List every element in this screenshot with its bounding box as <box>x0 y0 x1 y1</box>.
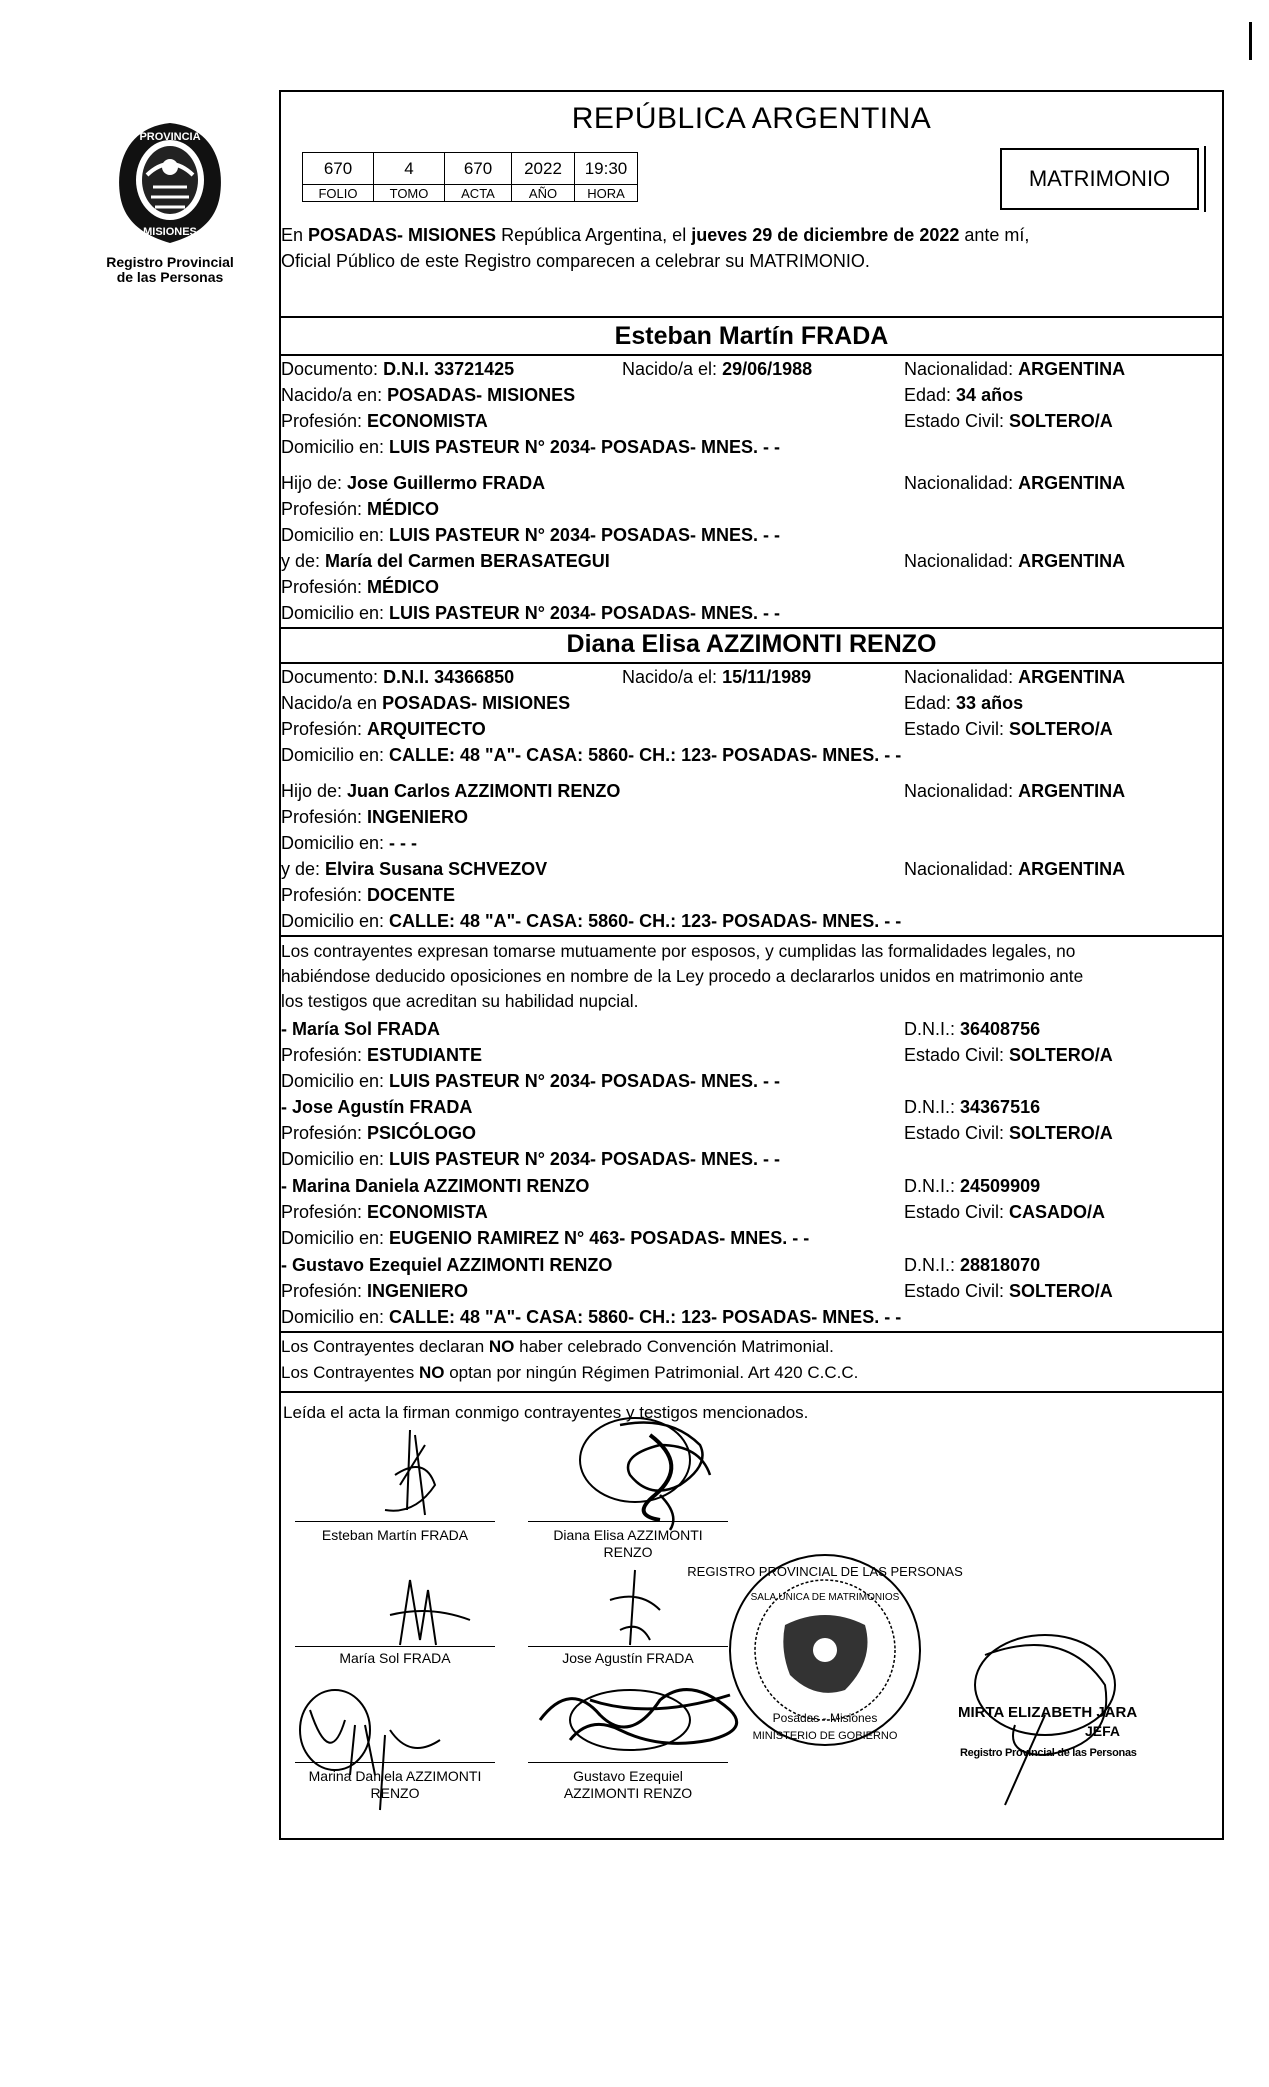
spouse2-domicilio: Domicilio en: CALLE: 48 "A"- CASA: 5860- CH.: 123- POSADAS- MNES. - - <box>281 745 902 765</box>
stamp-bottom-text: MINISTERIO DE GOBIERNO <box>752 1730 898 1742</box>
divider <box>279 1331 1224 1333</box>
witness1-domicilio: Domicilio en: LUIS PASTEUR N° 2034- POSADAS- MNES. - - <box>281 1071 780 1091</box>
intro-line-2: Oficial Público de este Registro comparecen a celebrar su MATRIMONIO. <box>281 251 870 271</box>
ano-label: AÑO <box>512 185 575 202</box>
spouse1-father-profesion: Profesión: MÉDICO <box>281 499 440 519</box>
divider <box>279 627 1224 629</box>
closing-text: Leída el acta la firman conmigo contrayentes y testigos mencionados. <box>283 1403 809 1422</box>
divider <box>279 1391 1224 1393</box>
acta-label: ACTA <box>445 185 512 202</box>
stamp-inner-text: SALA UNICA DE MATRIMONIOS <box>750 1592 900 1603</box>
declaration-line-1: Los contrayentes expresan tomarse mutuamente por esposos, y cumplidas las formalidades legales, no <box>281 941 1076 961</box>
witness4-name: - Gustavo Ezequiel AZZIMONTI RENZO <box>281 1255 613 1275</box>
witness3-domicilio: Domicilio en: EUGENIO RAMIREZ N° 463- POSADAS- MNES. - - <box>281 1228 810 1248</box>
spouse1-nacido-el: Nacido/a el: 29/06/1988 <box>622 359 813 379</box>
signature-official <box>945 1625 1145 1815</box>
spouse2-name: Diana Elisa AZZIMONTI RENZO <box>566 630 937 658</box>
spouse2-documento: Documento: D.N.I. 34366850 <box>281 667 515 687</box>
spouse1-mother-domicilio: Domicilio en: LUIS PASTEUR N° 2034- POSADAS- MNES. - - <box>281 603 780 623</box>
spouse1-documento: Documento: D.N.I. 33721425 <box>281 359 515 379</box>
regime-line-2: Los Contrayentes NO optan por ningún Régimen Patrimonial. Art 420 C.C.C. <box>281 1363 859 1382</box>
margin-mark <box>1249 22 1252 60</box>
witness2-domicilio: Domicilio en: LUIS PASTEUR N° 2034- POSADAS- MNES. - - <box>281 1149 780 1169</box>
witness4-dni: D.N.I.: 28818070 <box>904 1255 1041 1275</box>
divider <box>279 354 1224 356</box>
spouse2-father-domicilio: Domicilio en: - - - <box>281 833 418 853</box>
spouse2-edad: Edad: 33 años <box>904 693 1024 713</box>
document-type: MATRIMONIO <box>1028 166 1171 191</box>
witness3-dni: D.N.I.: 24509909 <box>904 1176 1041 1196</box>
registry-name: Registro Provincial de las Personas <box>106 254 234 285</box>
signature-name-witness1: María Sol FRADA <box>339 1650 451 1666</box>
witness2-name: - Jose Agustín FRADA <box>281 1097 473 1117</box>
tomo-label: TOMO <box>374 185 445 202</box>
signature-name-witness4: Gustavo Ezequiel AZZIMONTI RENZO <box>563 1768 693 1801</box>
official-name: MIRTA ELIZABETH JARA <box>958 1704 1138 1721</box>
provincial-seal-icon <box>95 115 245 250</box>
spouse2-profesion: Profesión: ARQUITECTO <box>281 719 486 739</box>
spouse1-name: Esteban Martín FRADA <box>614 322 889 350</box>
divider <box>279 662 1224 664</box>
spouse2-nacido-el: Nacido/a el: 15/11/1989 <box>622 667 812 687</box>
witness1-dni: D.N.I.: 36408756 <box>904 1019 1041 1039</box>
spouse2-nacido-en: Nacido/a en POSADAS- MISIONES <box>281 693 571 713</box>
svg-text:PROVINCIA: PROVINCIA <box>139 131 201 143</box>
witness1-estado-civil: Estado Civil: SOLTERO/A <box>904 1045 1113 1065</box>
spouse2-father-nacionalidad: Nacionalidad: ARGENTINA <box>904 781 1126 801</box>
spouse1-edad: Edad: 34 años <box>904 385 1024 405</box>
spouse1-father-name: Hijo de: Jose Guillermo FRADA <box>281 473 546 493</box>
witness3-estado-civil: Estado Civil: CASADO/A <box>904 1202 1106 1222</box>
official-registry: Registro Provincial de las Personas <box>960 1747 1137 1759</box>
spouse2-mother-profesion: Profesión: DOCENTE <box>281 885 456 905</box>
regime-line-1: Los Contrayentes declaran NO haber celebrado Convención Matrimonial. <box>281 1337 834 1356</box>
witness3-profesion: Profesión: ECONOMISTA <box>281 1202 488 1222</box>
signature-name-spouse2: Diana Elisa AZZIMONTI RENZO <box>553 1527 703 1560</box>
signature-spouse1 <box>355 1415 495 1525</box>
official-title: JEFA <box>1085 1723 1121 1739</box>
spouse1-mother-profesion: Profesión: MÉDICO <box>281 577 440 597</box>
witness4-domicilio: Domicilio en: CALLE: 48 "A"- CASA: 5860- CH.: 123- POSADAS- MNES. - - <box>281 1307 902 1327</box>
witness3-name: - Marina Daniela AZZIMONTI RENZO <box>281 1176 590 1196</box>
spouse1-domicilio: Domicilio en: LUIS PASTEUR N° 2034- POSADAS- MNES. - - <box>281 437 780 457</box>
declaration-line-3: los testigos que acreditan su habilidad nupcial. <box>281 991 639 1011</box>
ano-value: 2022 <box>512 153 575 185</box>
spouse1-mother-nacionalidad: Nacionalidad: ARGENTINA <box>904 551 1126 571</box>
signature-name-witness2: Jose Agustín FRADA <box>562 1650 694 1666</box>
divider <box>279 935 1224 937</box>
stamp-outer-text: REGISTRO PROVINCIAL DE LAS PERSONAS <box>687 1564 963 1579</box>
signature-spouse2 <box>560 1405 750 1535</box>
spouse2-father-name: Hijo de: Juan Carlos AZZIMONTI RENZO <box>281 781 621 801</box>
record-table <box>302 152 638 202</box>
witness2-profesion: Profesión: PSICÓLOGO <box>281 1123 477 1143</box>
witness1-name: - María Sol FRADA <box>281 1019 441 1039</box>
folio-value: 670 <box>303 153 374 185</box>
spouse1-nacido-en: Nacido/a en: POSADAS- MISIONES <box>281 385 576 405</box>
spouse2-mother-domicilio: Domicilio en: CALLE: 48 "A"- CASA: 5860- CH.: 123- POSADAS- MNES. - - <box>281 911 902 931</box>
signature-witness2 <box>580 1560 690 1650</box>
witness4-profesion: Profesión: INGENIERO <box>281 1281 469 1301</box>
signature-witness1 <box>370 1565 490 1655</box>
witness1-profesion: Profesión: ESTUDIANTE <box>281 1045 483 1065</box>
witness2-dni: D.N.I.: 34367516 <box>904 1097 1041 1117</box>
spouse2-estado-civil: Estado Civil: SOLTERO/A <box>904 719 1113 739</box>
hora-label: HORA <box>575 185 638 202</box>
signature-name-spouse1: Esteban Martín FRADA <box>321 1527 469 1543</box>
spouse1-profesion: Profesión: ECONOMISTA <box>281 411 488 431</box>
tomo-value: 4 <box>374 153 445 185</box>
spouse2-nacionalidad: Nacionalidad: ARGENTINA <box>904 667 1126 687</box>
witness2-estado-civil: Estado Civil: SOLTERO/A <box>904 1123 1113 1143</box>
divider <box>279 316 1224 318</box>
spouse1-father-domicilio: Domicilio en: LUIS PASTEUR N° 2034- POSADAS- MNES. - - <box>281 525 780 545</box>
official-stamp <box>687 1550 963 1750</box>
intro-line-1: En POSADAS- MISIONES República Argentina, el jueves 29 de diciembre de 2022 ante mí, <box>281 225 1030 245</box>
signature-name-witness3: Marina Daniela AZZIMONTI RENZO <box>308 1768 482 1801</box>
document-type-box <box>1000 148 1199 210</box>
registry-logo <box>95 115 245 285</box>
hora-value: 19:30 <box>575 153 638 185</box>
spouse2-father-profesion: Profesión: INGENIERO <box>281 807 469 827</box>
declaration-line-2: habiéndose deducido oposiciones en nombre de la Ley procedo a declararlos unidos en matrimonio ante <box>281 966 1084 986</box>
signature-witness3 <box>290 1680 460 1820</box>
stamp-place-text: Posadas - Misiones <box>772 1711 878 1725</box>
spouse1-nacionalidad: Nacionalidad: ARGENTINA <box>904 359 1126 379</box>
witness4-estado-civil: Estado Civil: SOLTERO/A <box>904 1281 1113 1301</box>
spouse2-mother-name: y de: Elvira Susana SCHVEZOV <box>281 859 548 879</box>
spouse1-father-nacionalidad: Nacionalidad: ARGENTINA <box>904 473 1126 493</box>
spouse1-mother-name: y de: María del Carmen BERASATEGUI <box>281 551 610 571</box>
country-title: REPÚBLICA ARGENTINA <box>571 102 932 135</box>
folio-label: FOLIO <box>303 185 374 202</box>
acta-value: 670 <box>445 153 512 185</box>
svg-text:MISIONES: MISIONES <box>143 226 197 238</box>
spouse2-mother-nacionalidad: Nacionalidad: ARGENTINA <box>904 859 1126 879</box>
spouse1-estado-civil: Estado Civil: SOLTERO/A <box>904 411 1113 431</box>
